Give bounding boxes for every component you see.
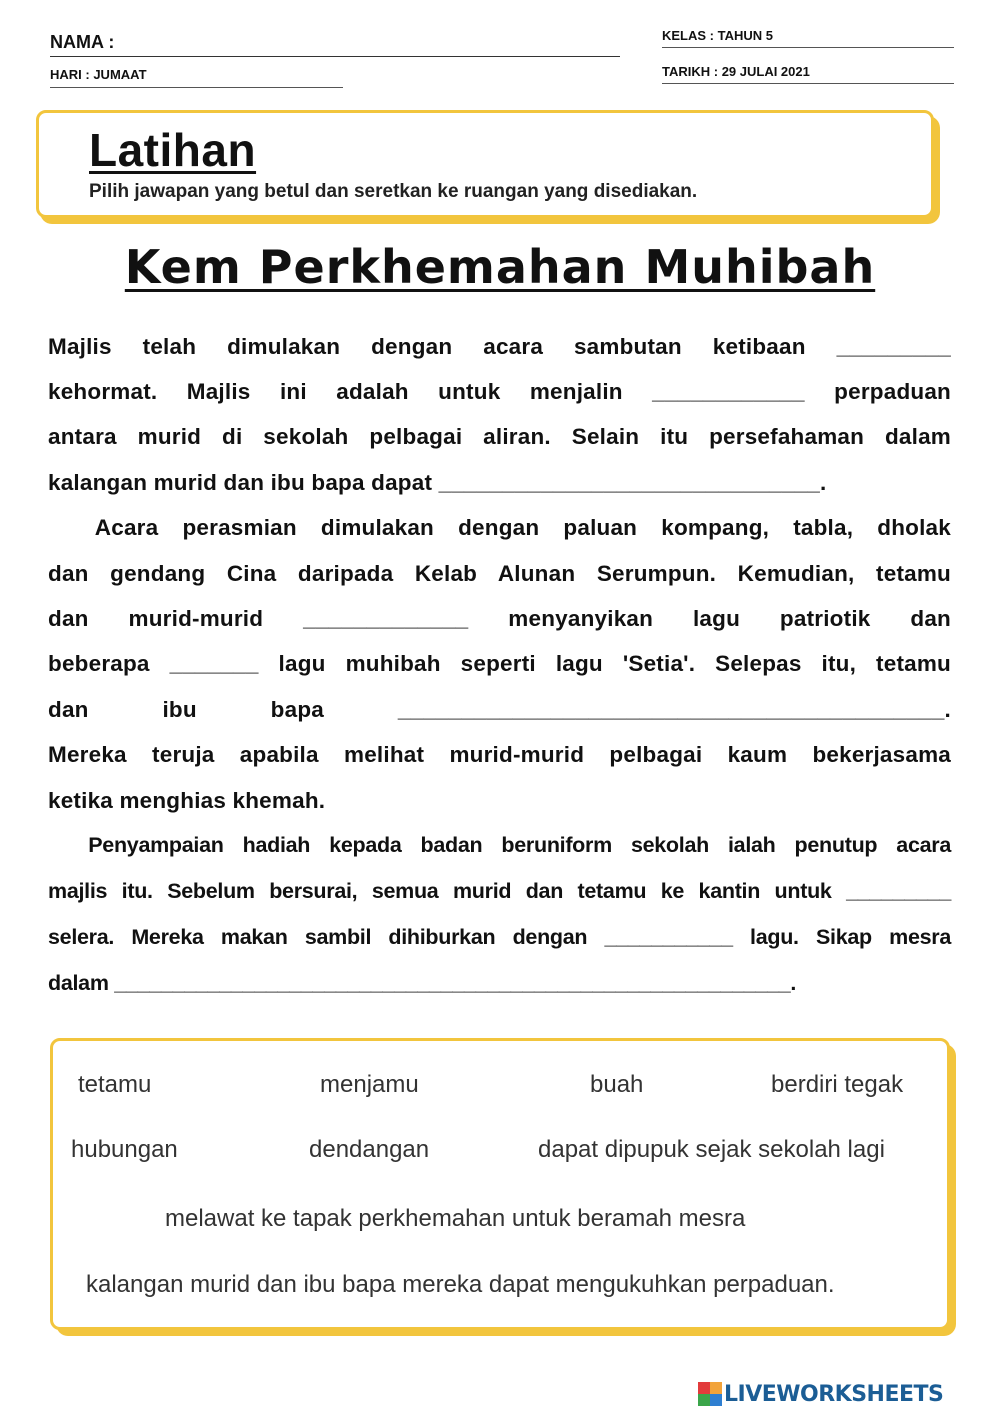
word-option[interactable]: kalangan murid dan ibu bapa mereka dapat mengukuhkan perpaduan. [86, 1271, 835, 1298]
passage-line: selera. Mereka makan sambil dihiburkan dengan ___________ lagu. Sikap mesra [48, 925, 951, 949]
nama-label: NAMA : [50, 32, 115, 52]
kelas-line [662, 47, 954, 48]
page-title: Kem Perkhemahan Muhibah [124, 240, 876, 294]
latihan-title: Latihan [89, 124, 257, 176]
word-option[interactable]: dapat dipupuk sejak sekolah lagi [538, 1136, 885, 1163]
passage-line: ketika menghias khemah. [48, 788, 326, 813]
word-option[interactable]: berdiri tegak [771, 1071, 904, 1098]
kelas-label: KELAS : TAHUN 5 [662, 28, 773, 43]
hari-label: HARI : JUMAAT [50, 67, 147, 82]
tarikh-line [662, 83, 954, 84]
passage-line: antara murid di sekolah pelbagai aliran. Selain itu persefahaman dalam [48, 424, 951, 449]
word-option[interactable]: menjamu [320, 1071, 419, 1098]
word-option[interactable]: dendangan [309, 1136, 430, 1163]
watermark-text: LIVEWORKSHEETS [724, 1381, 944, 1407]
hari-line [50, 87, 343, 88]
passage-line: Mereka teruja apabila melihat murid-murid pelbagai kaum bekerjasama [48, 742, 951, 767]
word-option[interactable]: tetamu [78, 1071, 152, 1098]
word-option[interactable]: melawat ke tapak perkhemahan untuk beramah mesra [165, 1205, 746, 1232]
latihan-box [36, 110, 934, 218]
passage-line: dan gendang Cina daripada Kelab Alunan Serumpun. Kemudian, tetamu [48, 561, 951, 586]
passage-line: Penyampaian hadiah kepada badan beruniform sekolah ialah penutup acara [48, 833, 951, 857]
passage-line: dalam __________________________________________________________. [48, 971, 797, 995]
passage-line: dan murid-murid _____________ menyanyikan lagu patriotik dan [48, 606, 951, 631]
passage-line: kalangan murid dan ibu bapa dapat ______________________________. [48, 470, 827, 495]
word-option[interactable]: buah [590, 1071, 644, 1098]
latihan-instruction: Pilih jawapan yang betul dan seretkan ke ruangan yang disediakan. [89, 181, 698, 202]
liveworksheets-watermark [698, 1380, 943, 1408]
liveworksheets-logo-icon [698, 1382, 722, 1406]
passage-line: beberapa _______ lagu muhibah seperti lagu 'Setia'. Selepas itu, tetamu [48, 651, 951, 676]
passage-line: Majlis telah dimulakan dengan acara sambutan ketibaan _________ [48, 334, 951, 359]
word-option[interactable]: hubungan [71, 1136, 178, 1163]
nama-line [50, 56, 620, 57]
passage-line: majlis itu. Sebelum bersurai, semua murid dan tetamu ke kantin untuk _________ [48, 879, 951, 903]
passage-line: dan ibu bapa ___________________________________________. [48, 697, 951, 722]
passage-line: kehormat. Majlis ini adalah untuk menjalin ____________ perpaduan [48, 379, 951, 404]
passage-line: Acara perasmian dimulakan dengan paluan kompang, tabla, dholak [48, 515, 951, 540]
tarikh-label: TARIKH : 29 JULAI 2021 [662, 64, 810, 79]
